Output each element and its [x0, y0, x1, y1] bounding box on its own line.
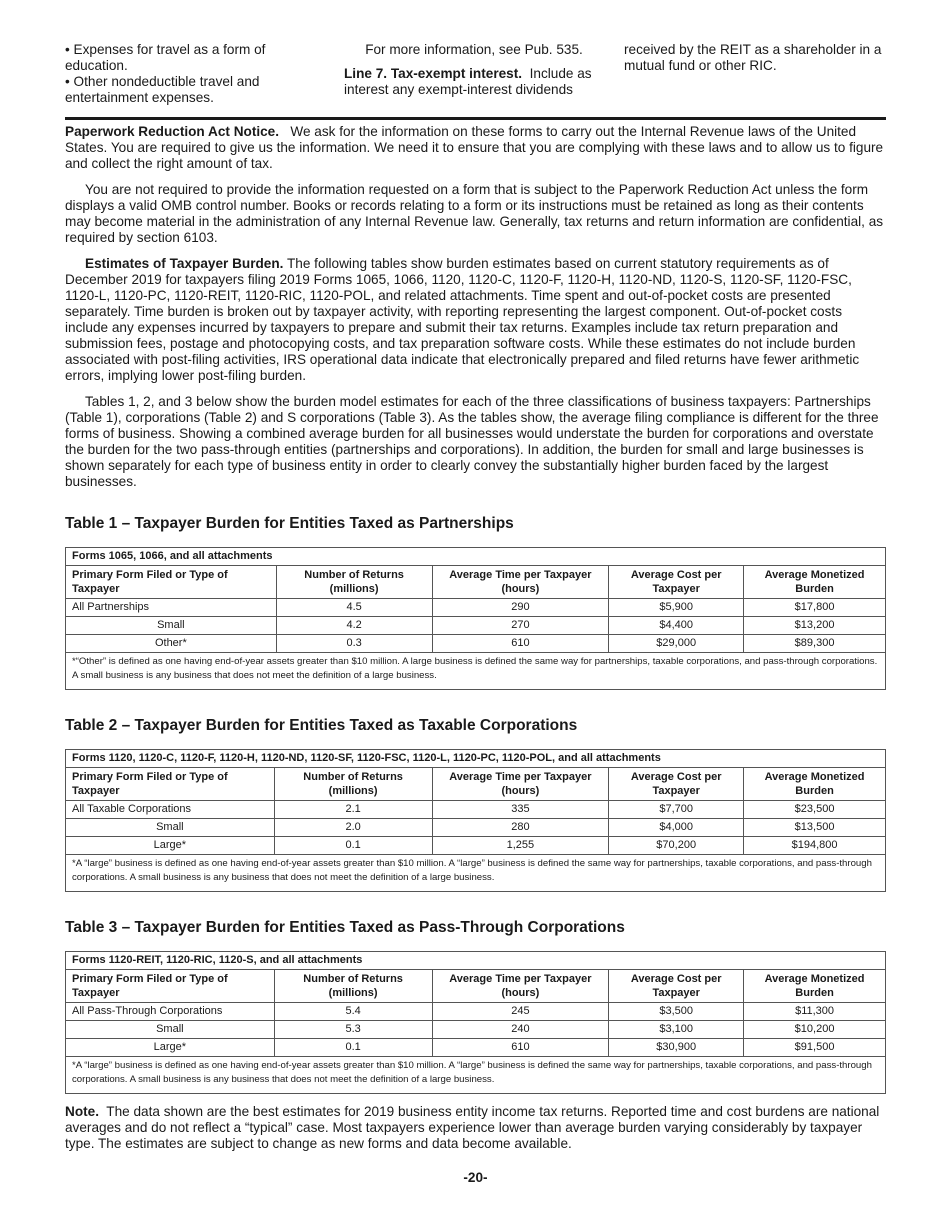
row-label: Large*	[66, 837, 275, 855]
header-burden: Average Monetized Burden	[744, 566, 886, 599]
reit-text: received by the REIT as a shareholder in a mutual fund or other RIC.	[624, 42, 882, 73]
burden-paragraph	[65, 256, 886, 384]
paperwork-heading: Paperwork Reduction Act Notice.	[65, 124, 280, 139]
cell-cost: $4,000	[609, 819, 744, 837]
paperwork-section	[65, 124, 886, 500]
header-form-type: Primary Form Filed or Type of Taxpayer	[66, 768, 275, 801]
bullet-text: Expenses for travel as a form of education.	[65, 42, 266, 73]
table1	[65, 547, 886, 690]
cell-returns: 4.5	[276, 599, 432, 617]
cell-time: 290	[432, 599, 609, 617]
table1-footnote: *“Other” is defined as one having end-of-year assets greater than $10 million. A large business is defined the same way for partnerships, taxable corporations, and pass-through corporations. A small business is any business that does not meet the definition of a large business.	[66, 653, 886, 690]
row-label: All Pass-Through Corporations	[66, 1003, 275, 1021]
cell-burden: $89,300	[744, 635, 886, 653]
cell-cost: $29,000	[609, 635, 744, 653]
table-row	[66, 635, 886, 653]
row-label: All Taxable Corporations	[66, 801, 275, 819]
table-row	[66, 837, 886, 855]
cell-cost: $3,500	[609, 1003, 744, 1021]
row-label: Large*	[66, 1039, 275, 1057]
table-row	[66, 599, 886, 617]
header-burden: Average Monetized Burden	[744, 970, 886, 1003]
header-returns: Number of Returns (millions)	[274, 768, 432, 801]
page-number: -20-	[463, 1170, 488, 1185]
table2-title: Table 2 – Taxpayer Burden for Entities Taxed as Taxable Corporations	[65, 717, 578, 734]
row-label: Small	[66, 819, 275, 837]
more-info-text: For more information, see Pub. 535.	[365, 42, 583, 57]
header-time: Average Time per Taxpayer (hours)	[432, 970, 609, 1003]
table-row	[66, 1021, 886, 1039]
note-text: The data shown are the best estimates for 2019 business entity income tax returns. Reported time and cost burdens are national averages and do not reflect a “typical” case. Most taxpayers experience lower than average burden varying considerably by taxpayer type. The estimates are subject to change as new forms and data become available.	[65, 1104, 880, 1151]
section-rule	[65, 117, 886, 120]
cell-time: 1,255	[432, 837, 609, 855]
cell-burden: $17,800	[744, 599, 886, 617]
header-time: Average Time per Taxpayer (hours)	[432, 768, 609, 801]
line7-paragraph	[344, 66, 604, 98]
cell-burden: $11,300	[744, 1003, 886, 1021]
bullet-nondeductible: • Other nondeductible travel and entertainment expenses.	[65, 74, 260, 105]
header-cost: Average Cost per Taxpayer	[609, 768, 744, 801]
paperwork-text-1: We ask for the information on these forms to carry out the Internal Revenue laws of the United States. You are required to give us the information. We need it to ensure that you are complying with these laws and to allow us to figure and collect the right amount of tax.	[65, 124, 884, 171]
header-returns: Number of Returns (millions)	[276, 566, 432, 599]
line7-text: Include as interest any exempt-interest dividends	[344, 66, 592, 97]
closing-note	[65, 1104, 886, 1152]
paperwork-paragraph-1	[65, 124, 886, 172]
cell-time: 335	[432, 801, 609, 819]
cell-burden: $10,200	[744, 1021, 886, 1039]
cell-time: 270	[432, 617, 609, 635]
cell-burden: $23,500	[744, 801, 886, 819]
header-time: Average Time per Taxpayer (hours)	[432, 566, 609, 599]
table2-caption: Forms 1120, 1120-C, 1120-F, 1120-H, 1120-ND, 1120-SF, 1120-FSC, 1120-L, 1120-PC, 1120-POL, and all attachments	[66, 750, 886, 768]
cell-cost: $30,900	[609, 1039, 744, 1057]
row-label: All Partnerships	[66, 599, 277, 617]
cell-cost: $5,900	[609, 599, 744, 617]
column-3	[624, 42, 886, 74]
burden-heading: Estimates of Taxpayer Burden.	[85, 256, 284, 271]
table1-title: Table 1 – Taxpayer Burden for Entities Taxed as Partnerships	[65, 515, 514, 532]
table3	[65, 951, 886, 1094]
cell-burden: $91,500	[744, 1039, 886, 1057]
bullet-travel-education: • Expenses for travel as a form of education.	[65, 42, 266, 73]
paperwork-paragraph-2: You are not required to provide the information requested on a form that is subject to the Paperwork Reduction Act unless the form displays a valid OMB control number. Books or records relating to a form or its instructions must be retained as long as their contents may become material in the administration of any Internal Revenue law. Generally, tax returns and return information are confidential, as required by section 6103.	[65, 182, 884, 245]
header-returns: Number of Returns (millions)	[274, 970, 432, 1003]
header-burden: Average Monetized Burden	[744, 768, 886, 801]
cell-cost: $3,100	[609, 1021, 744, 1039]
cell-time: 610	[432, 1039, 609, 1057]
table-row	[66, 819, 886, 837]
header-form-type: Primary Form Filed or Type of Taxpayer	[66, 566, 277, 599]
cell-returns: 0.1	[274, 837, 432, 855]
header-cost: Average Cost per Taxpayer	[609, 566, 744, 599]
table-row	[66, 801, 886, 819]
cell-returns: 5.3	[274, 1021, 432, 1039]
column-2	[344, 42, 604, 98]
row-label: Other*	[66, 635, 277, 653]
cell-burden: $194,800	[744, 837, 886, 855]
bullet-text: Other nondeductible travel and entertainment expenses.	[65, 74, 260, 105]
table-row	[66, 1039, 886, 1057]
header-form-type: Primary Form Filed or Type of Taxpayer	[66, 970, 275, 1003]
row-label: Small	[66, 617, 277, 635]
table-row	[66, 1003, 886, 1021]
burden-text: The following tables show burden estimates based on current statutory requirements as of December 2019 for taxpayers filing 2019 Forms 1065, 1066, 1120, 1120-C, 1120-F, 1120-H, 1120-ND, 1120-S, 1120-SF, 1120-FSC, 1120-L, 1120-PC, 1120-REIT, 1120-RIC, 1120-POL, and related attachments. Time spent and out-of-pocket costs are presented separately. Time burden is broken out by taxpayer activity, with reporting representing the largest component. Out-of-pocket costs include any expenses incurred by taxpayers to prepare and submit their tax returns. Examples include tax return preparation and submission fees, postage and photocopying costs, and tax preparation software costs. While these estimates do not include burden associated with post-filing activities, IRS operational data indicate that electronically prepared and filed returns have fewer arithmetic errors, implying lower post-filing burden.	[65, 256, 860, 383]
column-1	[65, 42, 305, 106]
cell-returns: 5.4	[274, 1003, 432, 1021]
cell-returns: 2.1	[274, 801, 432, 819]
cell-time: 610	[432, 635, 609, 653]
cell-time: 280	[432, 819, 609, 837]
row-label: Small	[66, 1021, 275, 1039]
cell-returns: 0.1	[274, 1039, 432, 1057]
cell-returns: 2.0	[274, 819, 432, 837]
line7-heading: Line 7. Tax-exempt interest.	[344, 66, 523, 81]
cell-returns: 0.3	[276, 635, 432, 653]
table3-footnote: *A “large” business is defined as one having end-of-year assets greater than $10 million. A “large” business is defined the same way for partnerships, taxable corporations, and pass-through corporations. A small business is any business that does not meet the definition of a large business.	[66, 1057, 886, 1094]
table-row	[66, 617, 886, 635]
cell-burden: $13,500	[744, 819, 886, 837]
cell-time: 240	[432, 1021, 609, 1039]
table3-caption: Forms 1120-REIT, 1120-RIC, 1120-S, and all attachments	[66, 952, 886, 970]
note-heading: Note.	[65, 1104, 99, 1119]
cell-cost: $70,200	[609, 837, 744, 855]
table3-title: Table 3 – Taxpayer Burden for Entities Taxed as Pass-Through Corporations	[65, 919, 625, 936]
cell-cost: $4,400	[609, 617, 744, 635]
cell-cost: $7,700	[609, 801, 744, 819]
tables-intro-paragraph: Tables 1, 2, and 3 below show the burden model estimates for each of the three classifications of business taxpayers: Partnerships (Table 1), corporations (Table 2) and S corporations (Table 3). As the tables show, the average filing compliance is different for the three forms of business. Showing a combined average burden for all businesses would understate the burden for corporations and overstate the burden for the two pass-through entities (partnerships and corporations). In addition, the burden for small and large businesses is shown separately for each type of business entity in order to clearly convey the substantially higher burden faced by the largest businesses.	[65, 394, 879, 489]
header-cost: Average Cost per Taxpayer	[609, 970, 744, 1003]
cell-time: 245	[432, 1003, 609, 1021]
cell-burden: $13,200	[744, 617, 886, 635]
table1-caption: Forms 1065, 1066, and all attachments	[66, 548, 886, 566]
table2-footnote: *A “large” business is defined as one having end-of-year assets greater than $10 million. A “large” business is defined the same way for partnerships, taxable corporations, and pass-through corporations. A small business is any business that does not meet the definition of a large business.	[66, 855, 886, 892]
cell-returns: 4.2	[276, 617, 432, 635]
table2	[65, 749, 886, 892]
